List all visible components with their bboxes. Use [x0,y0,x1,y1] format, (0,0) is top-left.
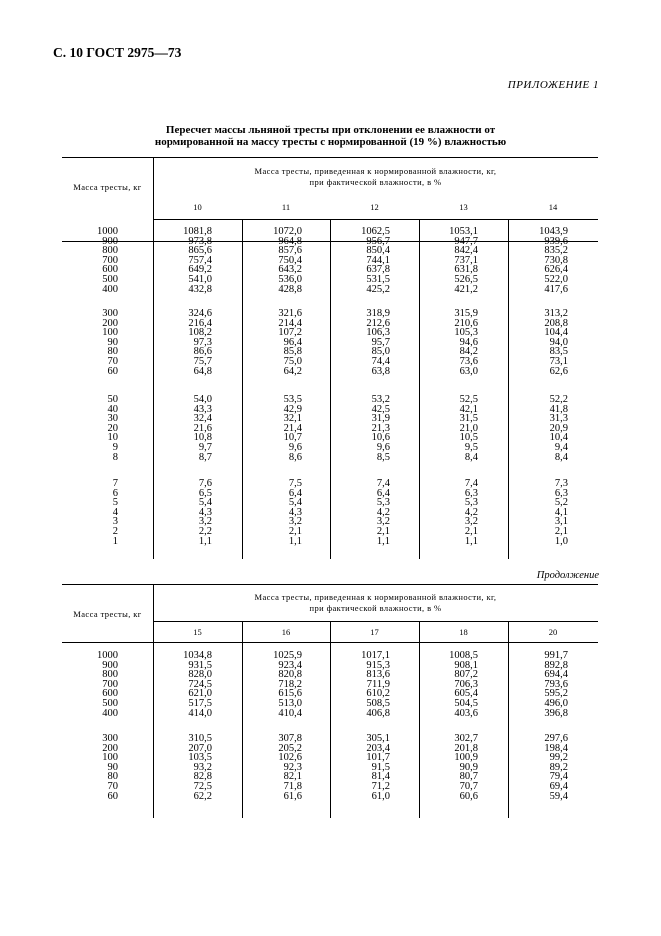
converted-value-cell: 106,3 [366,327,390,339]
converted-value-cell: 212,6 [366,317,390,329]
moisture-column-header: 14 [548,202,558,212]
mass-value-cell: 2 [112,526,118,537]
converted-value-cell: 9,6 [376,442,390,453]
converted-value-cell: 4,2 [464,506,478,518]
continuation-label: Продолжение [536,570,599,581]
converted-value-cell: 80,7 [459,771,478,783]
converted-value-cell: 1072,0 [273,226,302,237]
converted-value-cell: 892,8 [544,659,568,671]
converted-value-cell: 86,6 [193,346,212,358]
converted-value-cell: 60,6 [459,790,478,802]
converted-value-cell: 513,0 [278,698,302,709]
converted-value-cell: 820,8 [278,669,302,681]
converted-value-cell: 421,2 [454,283,478,295]
mass-value-cell: 1 [112,535,118,547]
mass-value-cell: 700 [102,678,118,690]
mass-value-cell: 70 [107,356,118,367]
converted-value-cell: 7,5 [288,478,302,489]
converted-value-cell: 694,4 [544,669,568,681]
converted-value-cell: 315,9 [454,308,478,319]
converted-value-cell: 71,2 [371,781,390,792]
converted-value-cell: 807,2 [454,669,478,681]
converted-value-cell: 1062,5 [361,226,390,237]
converted-value-cell: 615,6 [278,688,302,700]
converted-value-cell: 865,6 [188,245,212,257]
span-header-line: Масса тресты, приведенная к нормированной влажности, кг, [254,166,497,176]
mass-value-cell: 70 [107,781,118,792]
converted-value-cell: 74,4 [371,356,390,367]
moisture-column-header: 10 [193,202,202,212]
converted-value-cell: 97,3 [193,336,212,348]
converted-value-cell: 908,1 [454,659,478,671]
converted-value-cell: 208,8 [544,317,568,329]
converted-value-cell: 793,6 [544,678,568,690]
converted-value-cell: 216,4 [188,317,212,329]
converted-value-cell: 31,3 [549,413,568,425]
converted-value-cell: 62,2 [193,790,212,802]
converted-value-cell: 1043,9 [539,226,568,237]
converted-value-cell: 59,4 [549,790,568,802]
converted-value-cell: 3,1 [554,516,568,528]
converted-value-cell: 631,8 [454,264,478,276]
converted-value-cell: 2,1 [288,526,302,537]
converted-value-cell: 8,4 [464,451,478,463]
converted-value-cell: 605,4 [454,688,478,700]
converted-value-cell: 711,9 [366,678,390,690]
converted-value-cell: 42,9 [283,403,302,415]
converted-value-cell: 105,3 [454,327,478,339]
title-line: Пересчет массы льняной тресты при отклонении ее влажности от [165,124,496,136]
converted-value-cell: 496,0 [544,698,568,709]
mass-value-cell: 50 [107,394,118,405]
converted-value-cell: 82,8 [193,771,212,783]
mass-value-cell: 700 [102,254,118,266]
converted-value-cell: 313,2 [544,308,568,319]
converted-value-cell: 207,0 [188,742,212,754]
converted-value-cell: 4,3 [288,506,302,518]
converted-value-cell: 947,7 [454,235,478,247]
mass-value-cell: 1000 [97,226,118,237]
converted-value-cell: 718,2 [278,678,302,690]
converted-value-cell: 4,2 [376,506,390,518]
converted-value-cell: 64,2 [283,365,302,377]
converted-value-cell: 10,5 [459,432,478,444]
moisture-column-header: 17 [370,627,379,637]
moisture-span-header [153,166,598,188]
converted-value-cell: 52,5 [459,394,478,405]
converted-value-cell: 99,2 [549,752,568,764]
converted-value-cell: 305,1 [366,733,390,744]
converted-value-cell: 10,4 [549,432,568,444]
mass-value-cell: 800 [102,669,118,681]
converted-value-cell: 842,4 [454,245,478,257]
converted-value-cell: 84,2 [459,346,478,358]
mass-value-cell: 400 [102,707,118,719]
converted-value-cell: 857,6 [278,245,302,257]
converted-value-cell: 504,5 [454,698,478,709]
converted-value-cell: 931,5 [188,659,212,671]
converted-value-cell: 73,1 [549,356,568,367]
converted-value-cell: 6,4 [288,487,302,499]
converted-value-cell: 508,5 [366,698,390,709]
converted-value-cell: 973,8 [188,235,212,247]
converted-value-cell: 7,4 [376,478,390,489]
converted-value-cell: 201,8 [454,742,478,754]
converted-value-cell: 20,9 [549,422,568,434]
converted-value-cell: 53,5 [283,394,302,405]
mass-value-cell: 500 [102,698,118,709]
converted-value-cell: 410,4 [278,707,302,719]
converted-value-cell: 5,3 [464,497,478,509]
converted-value-cell: 318,9 [366,308,390,319]
mass-value-cell: 900 [102,659,118,671]
converted-value-cell: 72,5 [193,781,212,792]
converted-value-cell: 32,1 [283,413,302,425]
converted-value-cell: 750,4 [278,254,302,266]
converted-value-cell: 8,4 [554,451,568,463]
converted-value-cell: 9,6 [288,442,302,453]
converted-value-cell: 621,0 [188,688,212,700]
converted-value-cell: 1,1 [198,535,212,547]
converted-value-cell: 52,2 [549,394,568,405]
converted-value-cell: 526,5 [454,274,478,285]
mass-value-cell: 5 [112,497,118,509]
converted-value-cell: 643,2 [278,264,302,276]
converted-value-cell: 62,6 [549,365,568,377]
converted-value-cell: 104,4 [544,327,568,339]
converted-value-cell: 108,2 [188,327,212,339]
converted-value-cell: 724,5 [188,678,212,690]
converted-value-cell: 10,7 [283,432,302,444]
converted-value-cell: 610,2 [366,688,390,700]
moisture-column-header: 11 [281,202,291,212]
span-header-line: при фактической влажности, в % [309,603,442,613]
converted-value-cell: 297,6 [544,733,568,744]
converted-value-cell: 43,3 [193,403,212,415]
converted-value-cell: 21,6 [193,422,212,434]
converted-value-cell: 310,5 [188,733,212,744]
converted-value-cell: 42,1 [459,403,478,415]
converted-value-cell: 915,3 [366,659,390,671]
converted-value-cell: 324,6 [188,308,212,319]
span-header-line: Масса тресты, приведенная к нормированной влажности, кг, [254,592,497,602]
mass-value-cell: 600 [102,688,118,700]
converted-value-cell: 2,1 [464,526,478,537]
converted-value-cell: 1081,8 [183,226,212,237]
mass-column-header: Масса тресты, кг [73,609,142,619]
converted-value-cell: 991,7 [544,650,568,661]
mass-value-cell: 40 [107,403,118,415]
converted-value-cell: 61,6 [283,790,302,802]
converted-value-cell: 406,8 [366,707,390,719]
mass-value-cell: 20 [107,422,118,434]
converted-value-cell: 10,8 [193,432,212,444]
table-title [0,124,661,148]
converted-value-cell: 5,4 [288,497,302,509]
mass-value-cell: 800 [102,245,118,257]
converted-value-cell: 1025,9 [273,650,302,661]
converted-value-cell: 536,0 [278,274,302,285]
mass-value-cell: 200 [102,742,118,754]
converted-value-cell: 956,7 [366,235,390,247]
converted-value-cell: 42,5 [371,403,390,415]
converted-value-cell: 417,6 [544,283,568,295]
converted-value-cell: 9,7 [198,442,212,453]
converted-value-cell: 31,9 [371,413,390,425]
converted-value-cell: 1,1 [288,535,302,547]
converted-value-cell: 3,2 [288,516,302,528]
moisture-column-header: 15 [193,627,202,637]
converted-value-cell: 8,6 [288,451,302,463]
mass-value-cell: 400 [102,283,118,295]
mass-value-cell: 80 [107,771,118,783]
converted-value-cell: 6,3 [554,487,568,499]
converted-value-cell: 3,2 [198,516,212,528]
converted-value-cell: 425,2 [366,283,390,295]
mass-value-cell: 80 [107,346,118,358]
converted-value-cell: 835,2 [544,245,568,257]
converted-value-cell: 396,8 [544,707,568,719]
converted-value-cell: 1034,8 [183,650,212,661]
converted-value-cell: 69,4 [549,781,568,792]
converted-value-cell: 21,3 [371,422,390,434]
converted-value-cell: 96,4 [283,336,302,348]
converted-value-cell: 3,2 [376,516,390,528]
mass-value-cell: 600 [102,264,118,276]
converted-value-cell: 706,3 [454,678,478,690]
span-header-line: при фактической влажности, в % [309,177,442,187]
converted-value-cell: 70,7 [459,781,478,792]
title-line: нормированной на массу тресты с нормированной (19 %) влажностью [154,136,507,148]
converted-value-cell: 91,5 [371,761,390,773]
mass-value-cell: 300 [102,733,118,744]
moisture-column-header: 12 [370,202,379,212]
converted-value-cell: 94,0 [549,336,568,348]
converted-value-cell: 541,0 [188,274,212,285]
mass-value-cell: 6 [112,487,118,499]
converted-value-cell: 1,1 [464,535,478,547]
mass-value-cell: 8 [112,451,118,463]
converted-value-cell: 9,5 [464,442,478,453]
converted-value-cell: 198,4 [544,742,568,754]
converted-value-cell: 203,4 [366,742,390,754]
converted-value-cell: 428,8 [278,283,302,295]
mass-value-cell: 90 [107,336,118,348]
converted-value-cell: 649,2 [188,264,212,276]
converted-value-cell: 214,4 [278,317,302,329]
converted-value-cell: 737,1 [454,254,478,266]
converted-value-cell: 5,2 [554,497,568,509]
conversion-table-2 [62,584,598,818]
converted-value-cell: 307,8 [278,733,302,744]
converted-value-cell: 517,5 [188,698,212,709]
converted-value-cell: 95,7 [371,336,390,348]
converted-value-cell: 302,7 [454,733,478,744]
converted-value-cell: 53,2 [371,394,390,405]
converted-value-cell: 94,6 [459,336,478,348]
mass-value-cell: 9 [112,442,118,453]
converted-value-cell: 89,2 [549,761,568,773]
converted-value-cell: 1053,1 [449,226,478,237]
converted-value-cell: 75,7 [193,356,212,367]
converted-value-cell: 63,0 [459,365,478,377]
mass-column-header: Масса тресты, кг [73,182,142,192]
moisture-column-header: 16 [281,627,291,637]
converted-value-cell: 626,4 [544,264,568,276]
converted-value-cell: 813,6 [366,669,390,681]
converted-value-cell: 79,4 [549,771,568,783]
converted-value-cell: 4,3 [198,506,212,518]
converted-value-cell: 1017,1 [361,650,390,661]
converted-value-cell: 2,2 [198,526,212,537]
converted-value-cell: 923,4 [278,659,302,671]
mass-value-cell: 60 [107,790,118,802]
converted-value-cell: 107,2 [278,327,302,339]
converted-value-cell: 73,6 [459,356,478,367]
mass-value-cell: 900 [102,235,118,247]
converted-value-cell: 1,0 [554,535,568,547]
converted-value-cell: 1008,5 [449,650,478,661]
converted-value-cell: 7,6 [198,478,212,489]
converted-value-cell: 93,2 [193,761,212,773]
converted-value-cell: 5,4 [198,497,212,509]
mass-value-cell: 90 [107,761,118,773]
moisture-column-header: 20 [548,627,558,637]
converted-value-cell: 92,3 [283,761,302,773]
converted-value-cell: 522,0 [544,274,568,285]
converted-value-cell: 9,4 [554,442,568,453]
converted-value-cell: 4,1 [554,506,568,518]
converted-value-cell: 82,1 [283,771,302,783]
converted-value-cell: 6,5 [198,487,212,499]
converted-value-cell: 61,0 [371,790,390,802]
appendix-label: ПРИЛОЖЕНИЕ 1 [507,79,599,91]
converted-value-cell: 8,5 [376,451,390,463]
converted-value-cell: 403,6 [454,707,478,719]
converted-value-cell: 6,4 [376,487,390,499]
converted-value-cell: 6,3 [464,487,478,499]
converted-value-cell: 103,5 [188,752,212,764]
converted-value-cell: 90,9 [459,761,478,773]
converted-value-cell: 757,4 [188,254,212,266]
converted-value-cell: 964,8 [278,235,302,247]
converted-value-cell: 595,2 [544,688,568,700]
converted-value-cell: 637,8 [366,264,390,276]
converted-value-cell: 81,4 [371,771,390,783]
converted-value-cell: 5,3 [376,497,390,509]
moisture-span-header [153,592,598,614]
converted-value-cell: 432,8 [188,283,212,295]
converted-value-cell: 21,4 [283,422,302,434]
converted-value-cell: 3,2 [464,516,478,528]
mass-value-cell: 30 [107,413,118,425]
mass-value-cell: 3 [112,516,118,528]
converted-value-cell: 41,8 [549,403,568,415]
converted-value-cell: 321,6 [278,308,302,319]
converted-value-cell: 54,0 [193,394,212,405]
converted-value-cell: 21,0 [459,422,478,434]
converted-value-cell: 101,7 [366,752,390,764]
converted-value-cell: 939,6 [544,235,568,247]
converted-value-cell: 32,4 [193,413,212,425]
converted-value-cell: 85,0 [371,346,390,358]
mass-value-cell: 200 [102,317,118,329]
converted-value-cell: 744,1 [366,254,390,266]
mass-value-cell: 100 [102,327,118,339]
mass-value-cell: 60 [107,365,118,377]
converted-value-cell: 2,1 [554,526,568,537]
converted-value-cell: 102,6 [278,752,302,764]
converted-value-cell: 7,4 [464,478,478,489]
converted-value-cell: 83,5 [549,346,568,358]
converted-value-cell: 7,3 [554,478,568,489]
converted-value-cell: 64,8 [193,365,212,377]
converted-value-cell: 63,8 [371,365,390,377]
converted-value-cell: 85,8 [283,346,302,358]
converted-value-cell: 730,8 [544,254,568,266]
converted-value-cell: 100,9 [454,752,478,764]
converted-value-cell: 531,5 [366,274,390,285]
mass-value-cell: 4 [112,506,118,518]
converted-value-cell: 210,6 [454,317,478,329]
mass-value-cell: 10 [107,432,118,444]
converted-value-cell: 414,0 [188,707,212,719]
page-header: С. 10 ГОСТ 2975—73 [53,45,182,60]
mass-value-cell: 300 [102,308,118,319]
converted-value-cell: 205,2 [278,742,302,754]
moisture-column-header: 18 [459,627,468,637]
mass-value-cell: 100 [102,752,118,764]
mass-value-cell: 1000 [97,650,118,661]
converted-value-cell: 8,7 [198,451,212,463]
converted-value-cell: 71,8 [283,781,302,792]
converted-value-cell: 850,4 [366,245,390,257]
converted-value-cell: 1,1 [376,535,390,547]
converted-value-cell: 10,6 [371,432,390,444]
mass-value-cell: 7 [112,478,118,489]
converted-value-cell: 75,0 [283,356,302,367]
converted-value-cell: 2,1 [376,526,390,537]
converted-value-cell: 828,0 [188,669,212,681]
moisture-column-header: 13 [459,202,468,212]
conversion-table-1 [62,157,598,559]
mass-value-cell: 500 [102,274,118,285]
converted-value-cell: 31,5 [459,413,478,425]
